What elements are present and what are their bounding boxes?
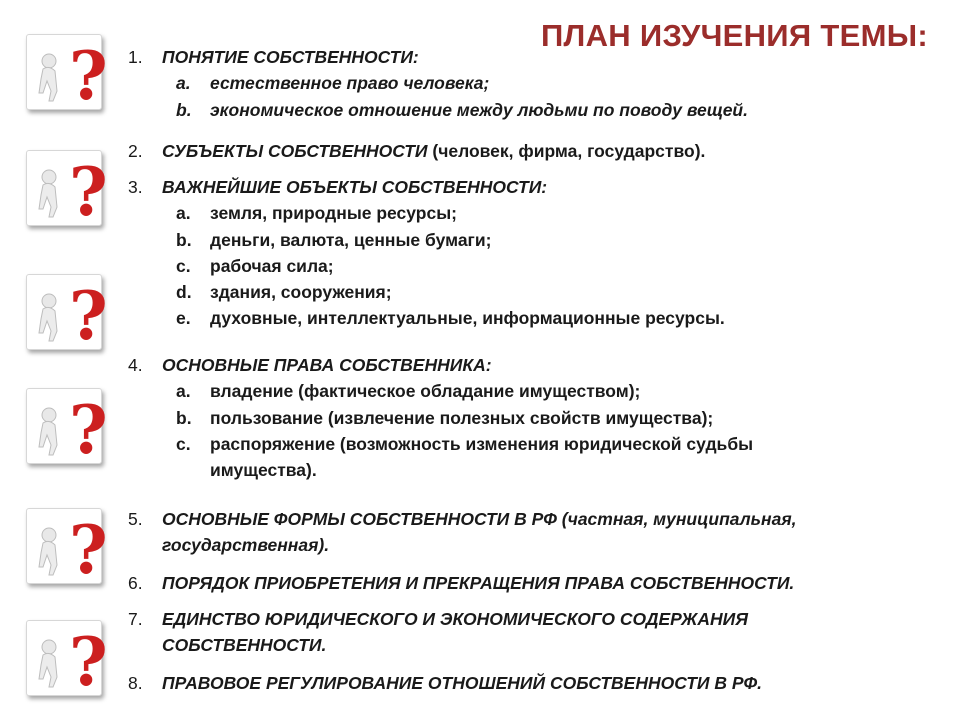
- svg-text:?: ?: [69, 511, 108, 589]
- item-number: 8.: [128, 673, 143, 693]
- svg-text:?: ?: [69, 391, 108, 469]
- sublist: [128, 378, 928, 483]
- list-item: a. естественное право человека;: [176, 73, 490, 94]
- item-number: 1.: [128, 47, 143, 67]
- item-heading: ВАЖНЕЙШИЕ ОБЪЕКТЫ СОБСТВЕННОСТИ:: [162, 177, 548, 197]
- list-item: a. земля, природные ресурсы;: [176, 203, 457, 224]
- item-number: 6.: [128, 573, 143, 593]
- plan-item-8: [128, 670, 928, 696]
- sublist: [128, 70, 928, 123]
- plan-item-4: [128, 352, 928, 483]
- list-item: b. деньги, валюта, ценные бумаги;: [176, 229, 492, 250]
- item-number: 5.: [128, 509, 143, 529]
- item-heading: ПОНЯТИЕ СОБСТВЕННОСТИ:: [162, 47, 419, 67]
- item-heading: ПОРЯДОК ПРИОБРЕТЕНИЯ И ПРЕКРАЩЕНИЯ ПРАВА СОБСТВЕННОСТИ.: [162, 573, 795, 593]
- question-mark-figure-icon: [26, 34, 108, 115]
- list-item: b. пользование (извлечение полезных свойств имущества);: [176, 407, 714, 428]
- item-number: 7.: [128, 609, 143, 629]
- item-heading: ЕДИНСТВО ЮРИДИЧЕСКОГО И ЭКОНОМИЧЕСКОГО СОДЕРЖАНИЯ СОБСТВЕННОСТИ.: [162, 609, 749, 656]
- plan-item-2: [128, 138, 928, 164]
- question-mark-figure-icon: [26, 508, 108, 589]
- question-mark-figure-icon: [26, 150, 108, 231]
- list-item: a. владение (фактическое обладание имуществом);: [176, 381, 641, 402]
- item-detail: (человек, фирма, государство).: [427, 141, 706, 161]
- item-heading: ОСНОВНЫЕ ФОРМЫ СОБСТВЕННОСТИ В РФ: [162, 509, 557, 529]
- plan-item-7: [128, 606, 928, 659]
- plan-item-3: [128, 174, 928, 332]
- list-item: c. распоряжение (возможность изменения юридической судьбы имущества).: [176, 433, 754, 480]
- svg-text:?: ?: [69, 277, 108, 355]
- svg-text:?: ?: [69, 37, 108, 115]
- list-item: d. здания, сооружения;: [176, 282, 392, 302]
- sublist: [128, 200, 928, 331]
- question-mark-figure-icon: [26, 274, 108, 355]
- svg-text:?: ?: [69, 623, 108, 701]
- plan-item-6: [128, 570, 928, 596]
- list-item: e. духовные, интеллектуальные, информационные ресурсы.: [176, 308, 725, 329]
- item-detail: (частная, муниципальная, государственная).: [162, 509, 797, 556]
- item-number: 3.: [128, 177, 143, 197]
- item-heading: ПРАВОВОЕ РЕГУЛИРОВАНИЕ ОТНОШЕНИЙ СОБСТВЕННОСТИ В РФ.: [162, 673, 763, 693]
- item-heading: ОСНОВНЫЕ ПРАВА СОБСТВЕННИКА:: [162, 355, 492, 375]
- plan-item-5: [128, 506, 928, 559]
- page-title: ПЛАН ИЗУЧЕНИЯ ТЕМЫ:: [540, 18, 928, 53]
- plan-item-1: [128, 44, 928, 123]
- svg-text:?: ?: [69, 153, 108, 231]
- item-number: 4.: [128, 355, 143, 375]
- question-mark-figure-icon: [26, 388, 108, 469]
- item-heading: СУБЪЕКТЫ СОБСТВЕННОСТИ: [162, 141, 428, 161]
- list-item: c. рабочая сила;: [176, 255, 334, 276]
- list-item: b. экономическое отношение между людьми по поводу вещей.: [176, 99, 748, 120]
- question-mark-figure-icon: [26, 620, 108, 701]
- item-number: 2.: [128, 141, 143, 161]
